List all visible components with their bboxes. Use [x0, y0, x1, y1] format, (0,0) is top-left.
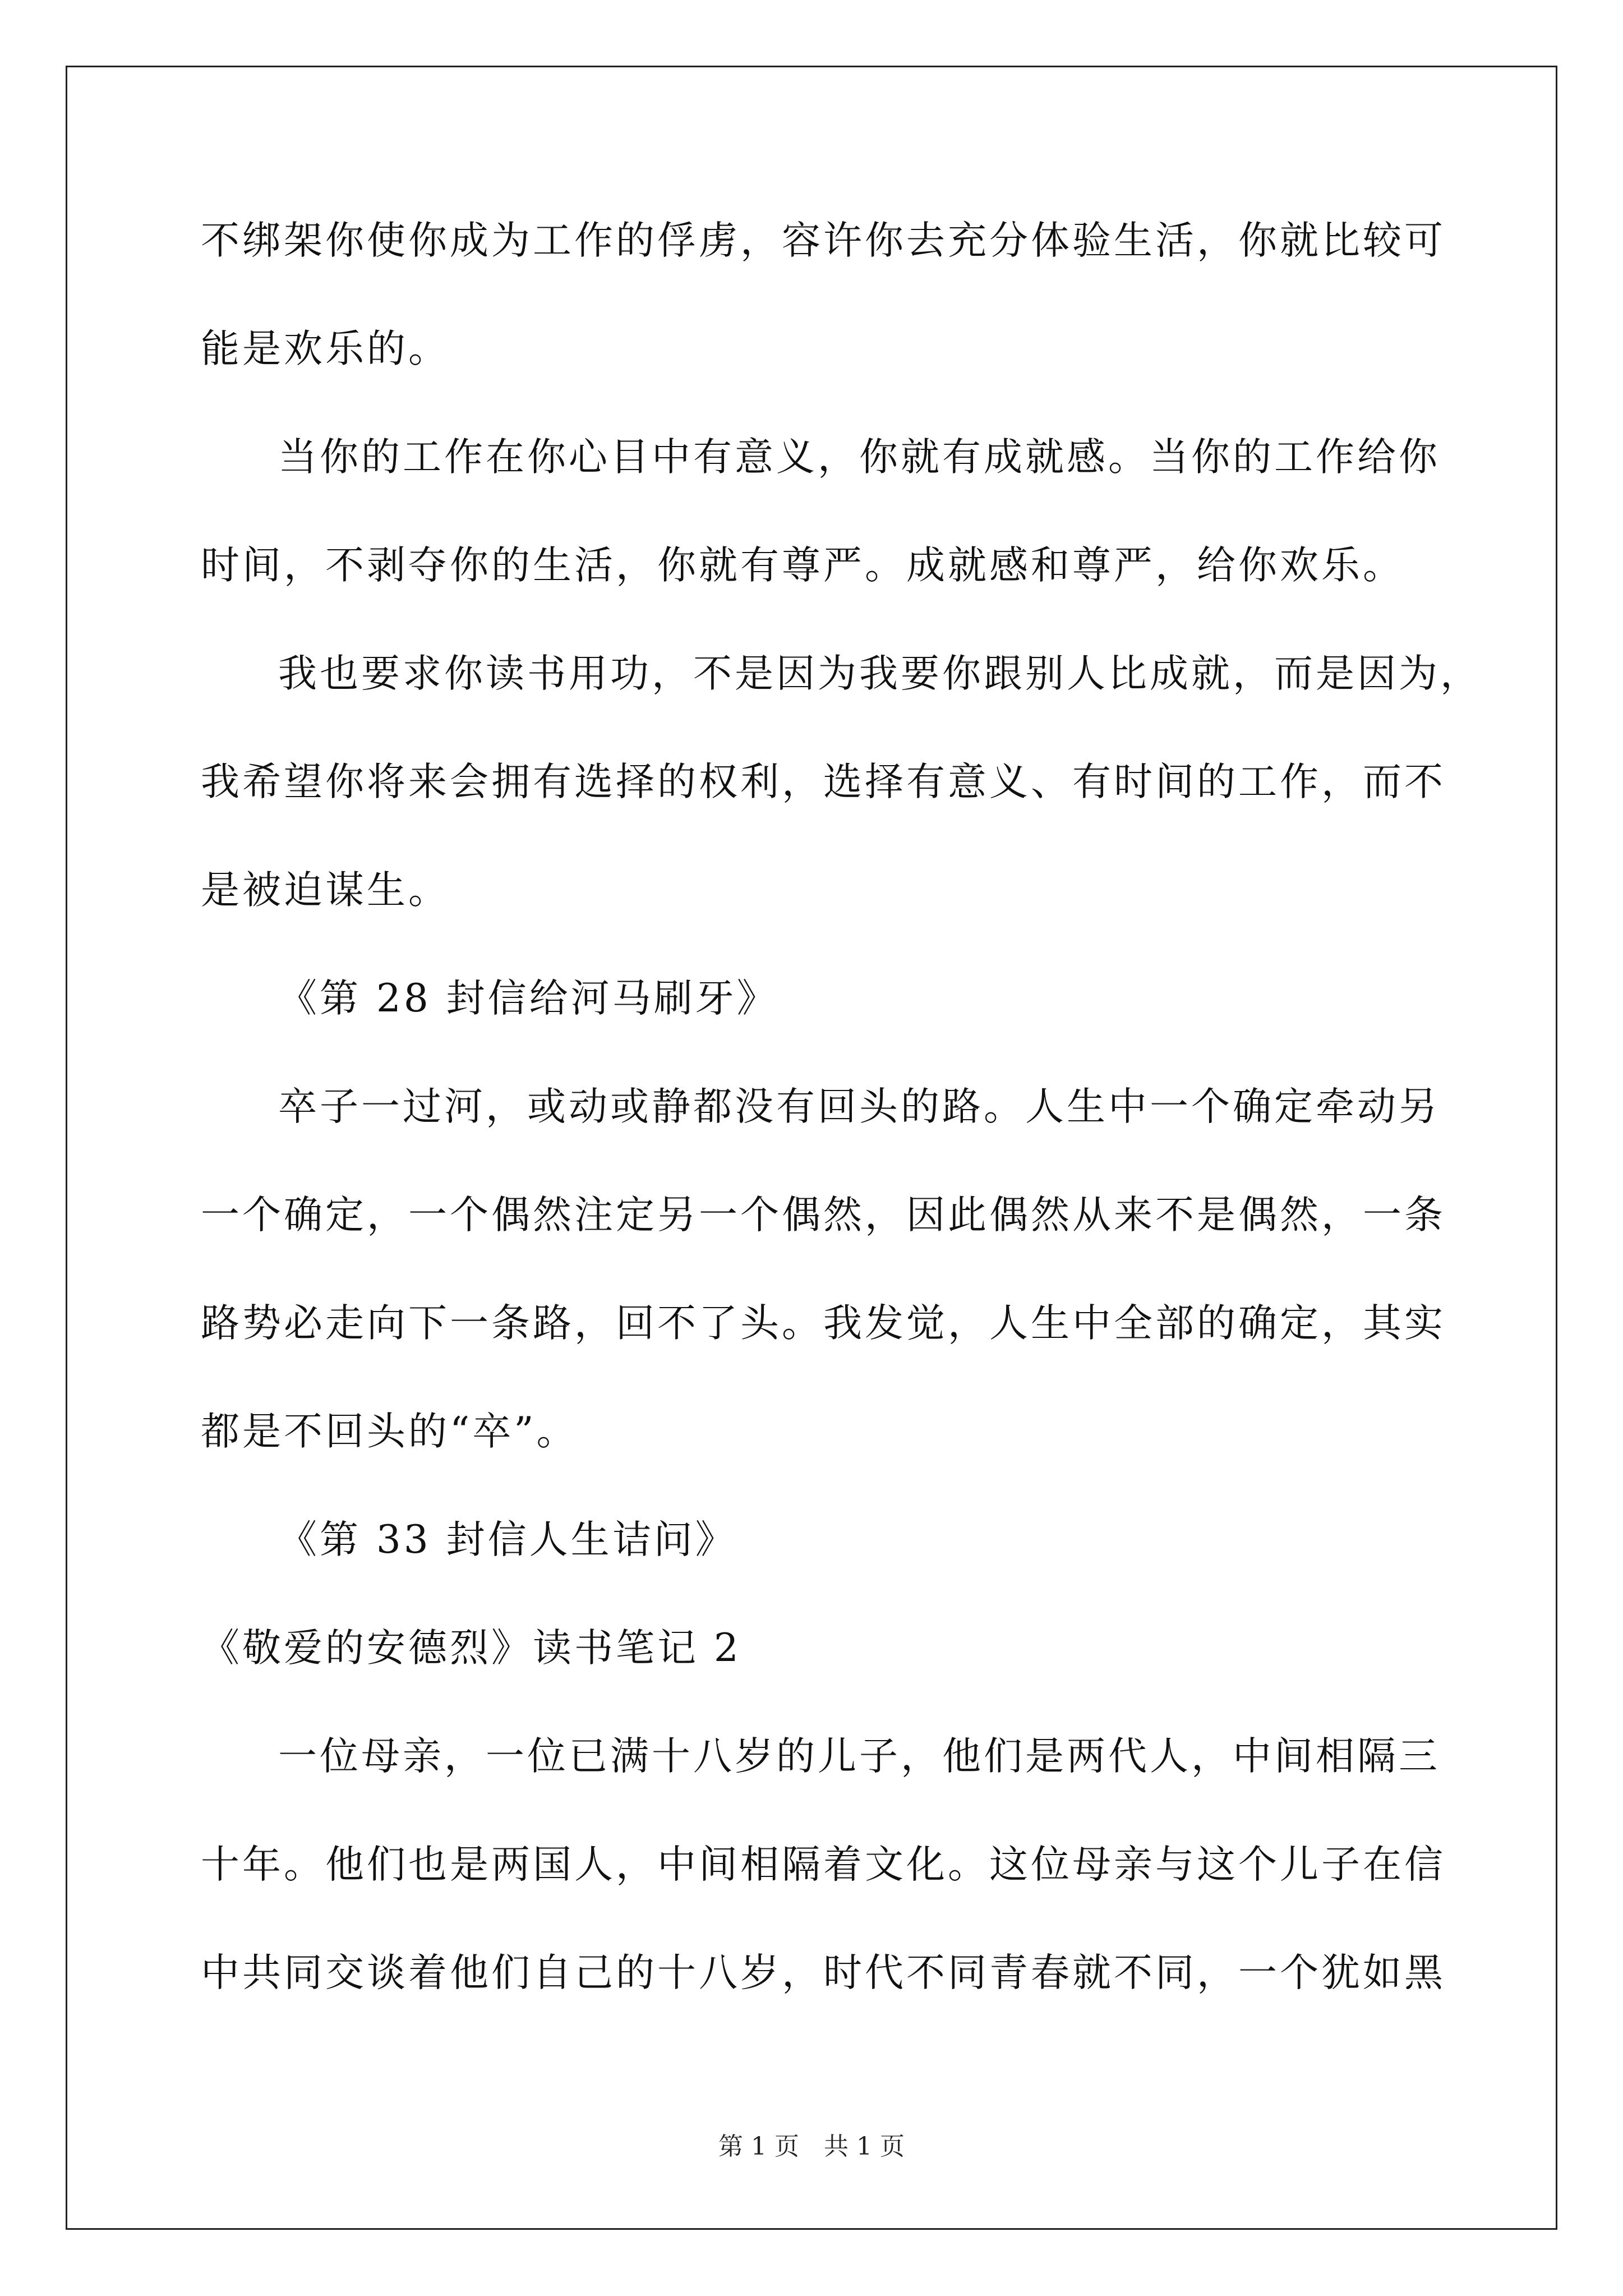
text-line: 是被迫谋生。 [201, 868, 450, 913]
text-line: 十年。他们也是两国人，中间相隔着文化。这位母亲与这个儿子在信 [201, 1842, 1446, 1887]
document-body [201, 218, 1482, 2062]
page-footer: 第 1 页 共 1 页 [718, 2132, 905, 2161]
section-title: 《第 33 封信人生诘问》 [278, 1517, 737, 1562]
text-line: 都是不回头的“卒”。 [201, 1409, 578, 1454]
text-line: 我也要求你读书用功，不是因为我要你跟别人比成就，而是因为， [278, 651, 1482, 696]
text-line: 卒子一过河，或动或静都没有回头的路。人生中一个确定牵动另 [278, 1084, 1440, 1129]
text-line: 一位母亲，一位已满十八岁的儿子，他们是两代人，中间相隔三 [278, 1734, 1440, 1779]
text-line: 我希望你将来会拥有选择的权利，选择有意义、有时间的工作，而不 [201, 760, 1446, 804]
text-line: 能是欢乐的。 [201, 326, 450, 371]
text-line: 一个确定，一个偶然注定另一个偶然，因此偶然从来不是偶然，一条 [201, 1193, 1446, 1237]
text-line: 不绑架你使你成为工作的俘虏，容许你去充分体验生活，你就比较可 [201, 218, 1446, 263]
text-line: 路势必走向下一条路，回不了头。我发觉，人生中全部的确定，其实 [201, 1301, 1446, 1346]
text-line: 中共同交谈着他们自己的十八岁，时代不同青春就不同，一个犹如黑 [201, 1950, 1446, 1995]
text-line: 时间，不剥夺你的生活，你就有尊严。成就感和尊严，给你欢乐。 [201, 543, 1404, 588]
text-line: 当你的工作在你心目中有意义，你就有成就感。当你的工作给你 [278, 435, 1440, 480]
section-title: 《第 28 封信给河马刷牙》 [278, 976, 778, 1021]
heading: 《敬爱的安德烈》读书笔记 2 [201, 1626, 741, 1671]
